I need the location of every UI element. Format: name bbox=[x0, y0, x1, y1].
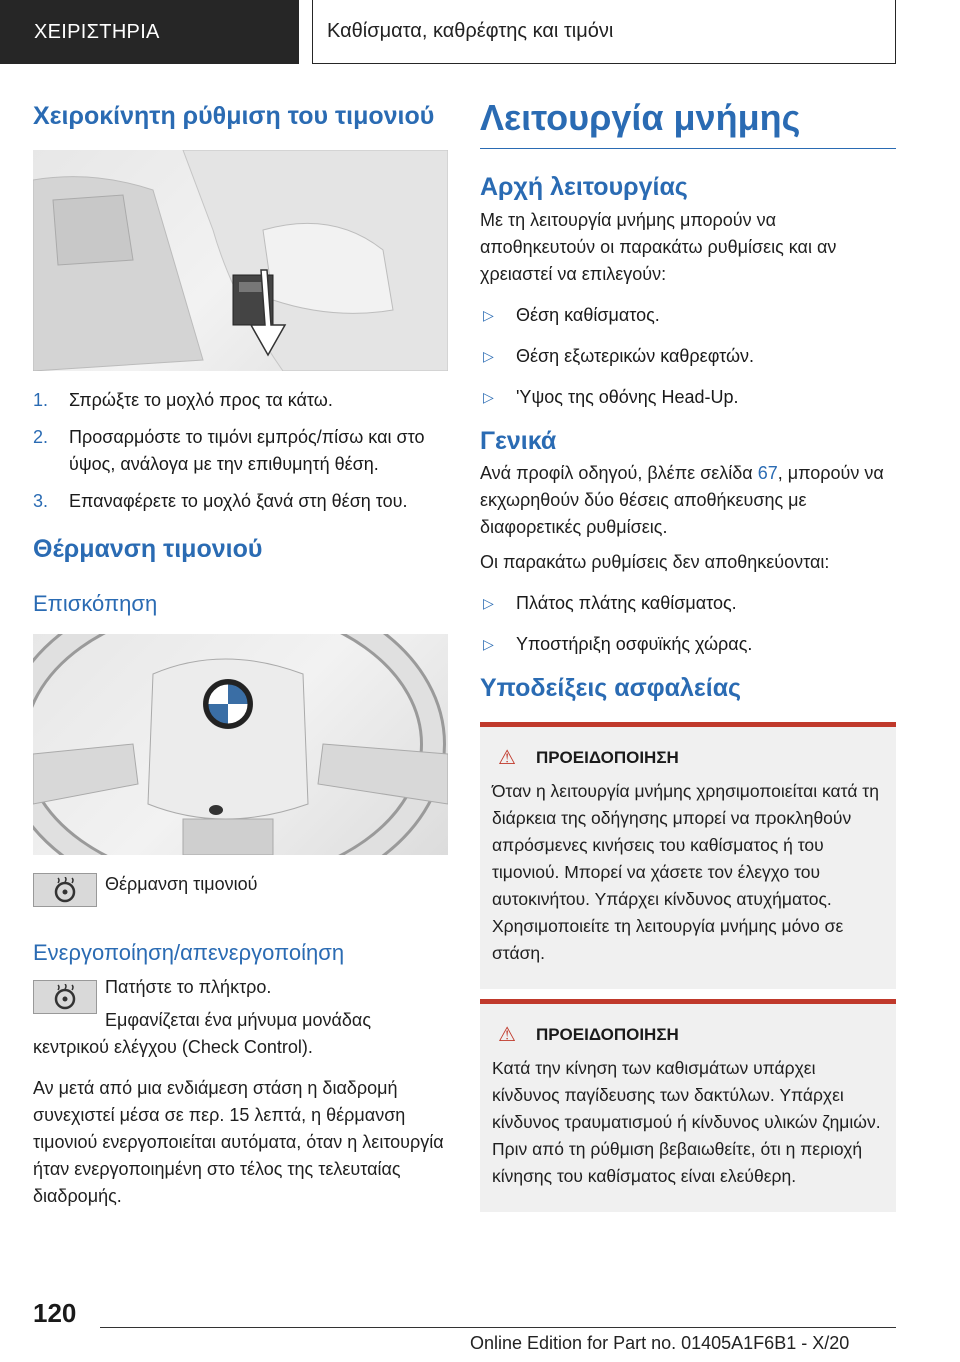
heated-wheel-icon bbox=[33, 873, 97, 907]
warning-title: ⚠ ΠΡΟΕΙΔΟΠΟΙΗΣΗ bbox=[498, 1024, 679, 1047]
warning-triangle-icon: ⚠ bbox=[498, 1024, 516, 1047]
not-stored-list bbox=[480, 590, 896, 658]
memory-function-heading: Λειτουργία μνήμης bbox=[480, 98, 896, 149]
footer-divider bbox=[100, 1327, 896, 1328]
list-item: ▷ Πλάτος πλάτης καθίσματος. bbox=[480, 590, 896, 617]
edition-text: Online Edition for Part no. 01405A1F6B1 - X/20 bbox=[470, 1333, 850, 1353]
toggle-heading: Ενεργοποίηση/απενεργοποίηση bbox=[33, 940, 345, 966]
adjust-steps bbox=[33, 387, 448, 515]
toggle-block bbox=[33, 974, 448, 1061]
steering-wheel-illustration bbox=[33, 634, 448, 855]
principle-text: Με τη λειτουργία μνήμης μπορούν να αποθηκευτούν οι παρακάτω ρυθμίσεις και αν χρειαστεί να επιλεγούν: bbox=[480, 210, 837, 285]
bullet-triangle-icon: ▷ bbox=[483, 635, 494, 652]
overview-heading: Επισκόπηση bbox=[33, 590, 158, 616]
steering-lever-illustration bbox=[33, 150, 448, 371]
heating-heading: Θέρμανση τιμονιού bbox=[33, 535, 263, 563]
manual-adjust-heading: Χειροκίνητη ρύθμιση του τιμονιού bbox=[33, 102, 435, 130]
chapter-header bbox=[312, 0, 896, 64]
auto-reactivation-text: Αν μετά από μια ενδιάμεση στάση η διαδρομή συνεχιστεί μέσα σε περ. 15 λεπτά, η θέρμανση τιμονιού ενεργοποιείται αυτόματα, όταν η λειτουργία ήταν ενεργοποιημένη στο τέλος της τελευταίας διαδρομής. bbox=[33, 1077, 444, 1206]
list-item: ▷ Υποστήριξη οσφυϊκής χώρας. bbox=[480, 631, 896, 658]
warning-triangle-icon: ⚠ bbox=[498, 747, 516, 770]
bullet-triangle-icon: ▷ bbox=[483, 389, 494, 406]
step-item: 2. Προσαρμόστε το τιμόνι εμπρός/πίσω και στο ύψος, ανάλογα με την επιθυμητή θέση. bbox=[33, 427, 425, 474]
bullet-triangle-icon: ▷ bbox=[483, 307, 494, 324]
warning-box bbox=[480, 999, 896, 1212]
toggle-instruction: Πατήστε το πλήκτρο. bbox=[105, 976, 272, 997]
bullet-triangle-icon: ▷ bbox=[483, 348, 494, 365]
list-item: ▷ Θέση καθίσματος. bbox=[480, 302, 896, 329]
section-tab bbox=[0, 0, 299, 64]
principle-heading: Αρχή λειτουργίας bbox=[480, 172, 688, 201]
steering-column-drawing bbox=[33, 150, 448, 371]
steering-wheel-drawing bbox=[33, 634, 448, 855]
heating-icon-row bbox=[33, 871, 448, 911]
toggle-message-text: Εμφανίζεται ένα μήνυμα μονάδας κεντρικού ελέγχου (Check Control). bbox=[33, 1009, 372, 1057]
step-item: 1. Σπρώξτε το μοχλό προς τα κάτω. bbox=[33, 390, 333, 410]
warning-text: Κατά την κίνηση των καθισμάτων υπάρχει κίνδυνος παγίδευσης των δακτύλων. Υπάρχει κίνδυνος τραυματισμού ή κίνδυνος υλικών ζημιών. Πριν από τη ρύθμιση βεβαιωθείτε, ότι η περιοχή κίνησης του καθίσματος είναι ελεύθερη. bbox=[492, 1058, 881, 1187]
heated-wheel-button-icon bbox=[33, 980, 97, 1014]
bullet-triangle-icon: ▷ bbox=[483, 594, 494, 611]
page-number: 120 bbox=[33, 1298, 77, 1328]
warning-text: Όταν η λειτουργία μνήμης χρησιμοποιείται κατά τη διάρκεια της οδήγησης μπορεί να προκληθούν απρόσμενες κινήσεις του καθίσματος ή του τιμονιού. Μπορεί να χάσετε τον έλεγχο του αυτοκινήτου. Υπάρχει κίνδυνος ατυχήματος. Χρησιμοποιείτε τη λειτουργία μνήμης μόνο σε στάση. bbox=[492, 781, 879, 964]
section-title: ΧΕΙΡΙΣΤΗΡΙΑ bbox=[34, 20, 160, 43]
list-item: ▷ 'Υψος της οθόνης Head-Up. bbox=[480, 384, 896, 411]
principle-list bbox=[480, 302, 896, 411]
chapter-title: Καθίσματα, καθρέφτης και τιμόνι bbox=[327, 20, 614, 42]
general-text: Ανά προφίλ οδηγού, βλέπε σελίδα 67, μπορούν να εκχωρηθούν δύο θέσεις αποθήκευσης με διαφορετικές ρυθμίσεις. bbox=[480, 462, 884, 537]
warning-title: ⚠ ΠΡΟΕΙΔΟΠΟΙΗΣΗ bbox=[498, 747, 679, 770]
page-reference-link[interactable]: 67 bbox=[757, 462, 778, 483]
step-item: 3. Επαναφέρετε το μοχλό ξανά στη θέση του. bbox=[33, 491, 408, 511]
warning-box bbox=[480, 722, 896, 989]
general-text-2: Οι παρακάτω ρυθμίσεις δεν αποθηκεύονται: bbox=[480, 551, 830, 572]
right-column bbox=[480, 98, 896, 1212]
left-column bbox=[33, 98, 448, 1210]
list-item: ▷ Θέση εξωτερικών καθρεφτών. bbox=[480, 343, 896, 370]
general-heading: Γενικά bbox=[480, 427, 557, 456]
heating-icon-label: Θέρμανση τιμονιού bbox=[105, 874, 258, 895]
safety-heading: Υποδείξεις ασφαλείας bbox=[480, 673, 742, 702]
